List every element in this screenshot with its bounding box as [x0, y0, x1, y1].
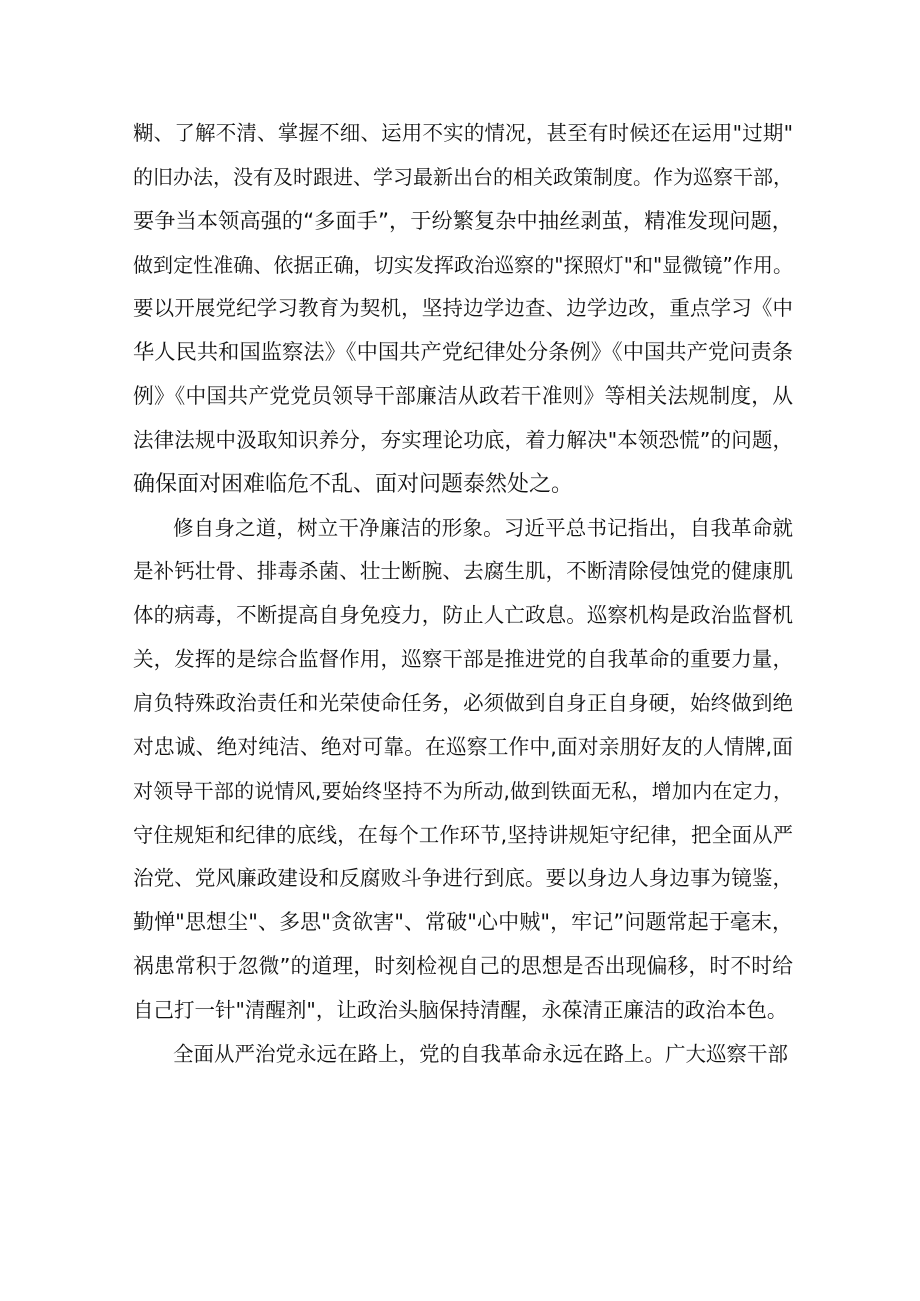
text-line: 关，发挥的是综合监督作用，巡察干部是推进党的自我革命的重要力量， — [133, 647, 793, 672]
text-line: 修自身之道，树立干净廉洁的形象。习近平总书记指出，自我革命就 — [173, 515, 793, 540]
paragraph — [133, 112, 793, 507]
paragraph — [133, 507, 793, 1033]
text-line: 糊、了解不清、掌握不细、运用不实的情况，甚至有时候还在运用"过期" — [133, 121, 793, 145]
text-line: 对忠诚、绝对纯洁、绝对可靠。在巡察工作中,面对亲朋好友的人情牌,面 — [133, 734, 793, 759]
paragraph — [133, 1033, 793, 1077]
document-body — [133, 112, 793, 1077]
text-line: 肩负特殊政治责任和光荣使命任务，必须做到自身正自身硬，始终做到绝 — [133, 690, 793, 715]
text-line: 要争当本领高强的“多面手”，于纷繁复杂中抽丝剥茧，精准发现问题， — [133, 208, 793, 234]
text-line: 是补钙壮骨、排毒杀菌、壮士断腕、去腐生肌，不断清除侵蚀党的健康肌 — [133, 559, 793, 584]
text-line: 的旧办法，没有及时跟进、学习最新出台的相关政策制度。作为巡察干部， — [133, 164, 793, 189]
text-line: 法律法规中汲取知识养分，夯实理论功底，着力解决"本领恐慌”的问题， — [133, 427, 793, 452]
text-line: 对领导干部的说情风,要始终坚持不为所动,做到铁面无私，增加内在定力， — [133, 778, 793, 803]
text-line: 要以开展党纪学习教育为契机，坚持边学边查、边学边改，重点学习《中 — [133, 296, 793, 321]
text-line: 做到定性准确、依据正确，切实发挥政治巡察的"探照灯"和"显微镜”作用。 — [133, 252, 793, 277]
text-line: 守住规矩和纪律的底线，在每个工作环节,坚持讲规矩守纪律，把全面从严 — [133, 822, 793, 847]
text-line: 祸患常积于忽微”的道理，时刻检视自己的思想是否出现偏移，时不时给 — [133, 954, 793, 979]
text-line: 华人民共和国监察法》《中国共产党纪律处分条例》《中国共产党问责条 — [133, 340, 793, 366]
text-line: 全面从严治党永远在路上，党的自我革命永远在路上。广大巡察干部 — [173, 1041, 788, 1066]
text-line: 体的病毒，不断提高自身免疫力，防止人亡政息。巡察机构是政治监督机 — [133, 603, 793, 628]
text-line: 治党、党风廉政建设和反腐败斗争进行到底。要以身边人身边事为镜鉴， — [133, 866, 793, 891]
text-line: 自己打一针"清醒剂"，让政治头脑保持清醒，永葆清正廉洁的政治本色。 — [133, 997, 788, 1022]
text-line: 例》《中国共产党党员领导干部廉洁从政若干准则》等相关法规制度，从 — [133, 384, 793, 409]
text-line: 确保面对困难临危不乱、面对问题泰然处之。 — [133, 471, 574, 497]
text-line: 勤惮"思想尘"、多思"贪欲害"、常破"心中贼"，牢记”问题常起于毫末， — [133, 910, 793, 935]
